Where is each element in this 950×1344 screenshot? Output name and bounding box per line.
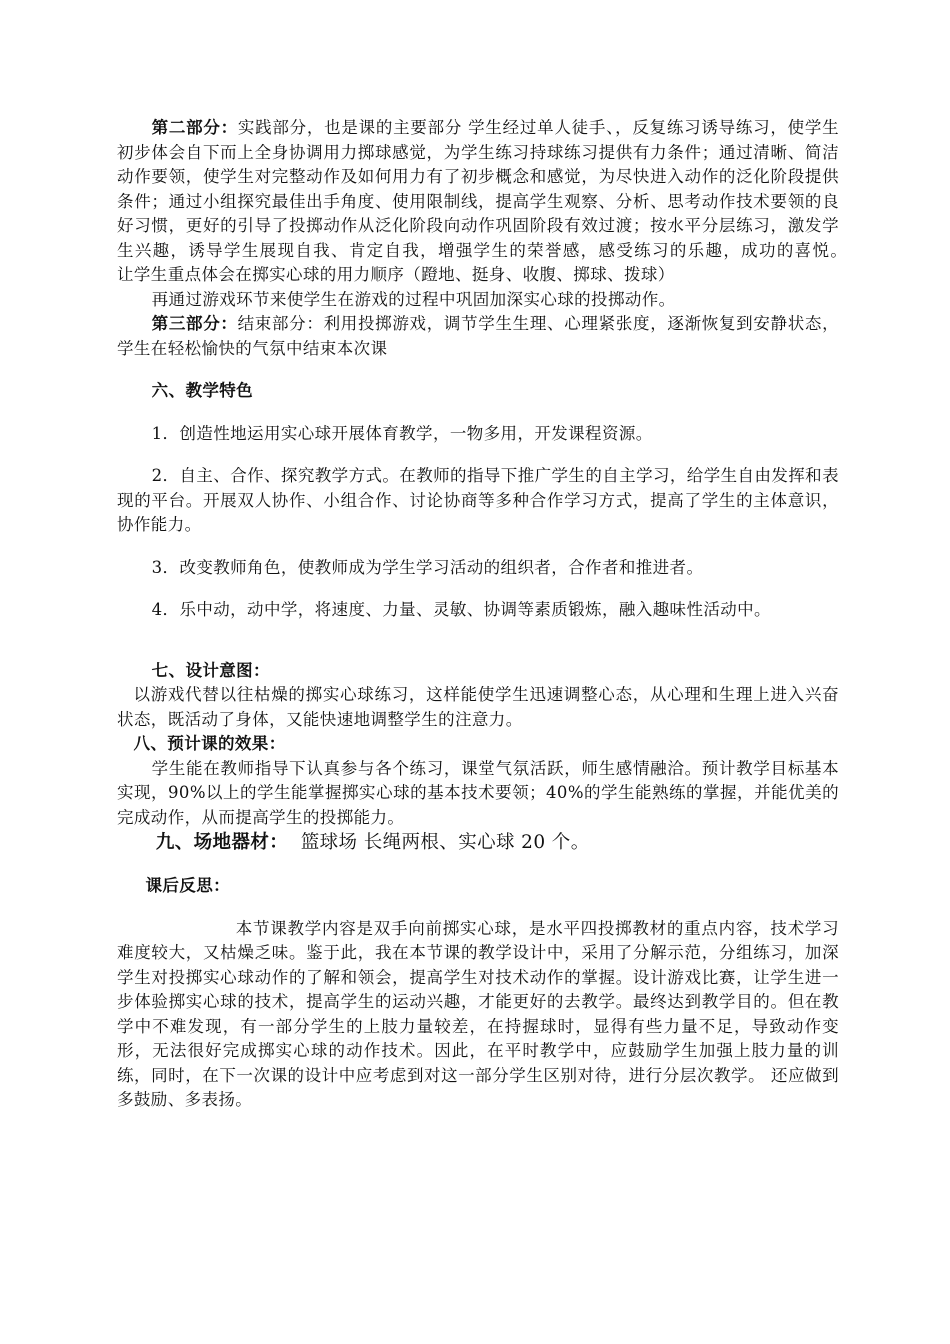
part2-label: 第二部分： <box>151 118 238 137</box>
document-page <box>117 116 862 1113</box>
section9-heading: 九、场地器材： <box>155 832 289 853</box>
part2-text: 实践部分，也是课的主要部分 学生经过单人徒手、，反复练习诱导练习，使学生初步体会自下而上全身协调用力掷球感觉，为学生练习持球练习提供有力条件；通过清晰、简洁动作要领，使学生对完整动作及如何用力有了初步概念和感觉，为尽快进入动作的泛化阶段提供条件；通过小组探究最佳出手角度、使用限制线，提高学生观察、分析、思考动作技术要领的良好习惯，更好的引导了投掷动作从泛化阶段向动作巩固阶段有效过渡；按水平分层练习，激发学生兴趣，诱导学生展现自我、肯定自我，增强学生的荣誉感，感受练习的乐趣，成功的喜悦。 让学生重点体会在掷实心球的用力顺序（蹬地、挺身、收腹、掷球、拨球） <box>117 118 862 284</box>
part3-paragraph <box>117 312 839 361</box>
section6-item-3: 3．改变教师角色，使教师成为学生学习活动的组织者，合作者和推进者。 <box>151 557 704 577</box>
section8-text: 学生能在教师指导下认真参与各个练习，课堂气氛活跃，师生感情融洽。预计教学目标基本实现，90%以上的学生能掌握掷实心球的基本技术要领；40%的学生能熟练的掌握，并能优美的完成动作，从而提高学生的投掷能力。 <box>117 758 839 827</box>
section6-item-2: 2．自主、合作、探究教学方式。在教师的指导下推广学生的自主学习，给学生自由发挥和表现的平台。开展双人协作、小组合作、讨论协商等多种合作学习方式，提高了学生的主体意识，协作能力。 <box>117 466 839 534</box>
section9-text: 篮球场 长绳两根、实心球 20 个。 <box>300 832 590 853</box>
part2-paragraph <box>117 116 862 288</box>
section6-heading: 六、教学特色 <box>151 381 254 400</box>
section7-text: 以游戏代替以往枯燥的掷实心球练习，这样能使学生迅速调整心态，从心理和生理上进入兴奋状态，既活动了身体，又能快速地调整学生的注意力。 <box>117 685 839 729</box>
part3-text: 结束部分：利用投掷游戏，调节学生生理、心理紧张度，逐渐恢复到安静状态，学生在轻松愉快的气氛中结束本次课 <box>117 314 840 358</box>
section6-item-4: 4．乐中动，动中学，将速度、力量、灵敏、协调等素质锻炼，融入趣味性活动中。 <box>151 600 771 619</box>
section8-heading: 八、预计课的效果： <box>133 734 286 753</box>
reflection-text: 本节课教学内容是双手向前掷实心球，是水平四投掷教材的重点内容，技术学习难度较大，又枯燥乏味。鉴于此，我在本节课的教学设计中，采用了分解示范，分组练习，加深学生对投掷实心球动作的了解和领会，提高学生对技术动作的掌握。设计游戏比赛，让学生进一步体验掷实心球的技术，提高学生的运动兴趣，才能更好的去教学。最终达到教学目的。但在教学中不难发现，有一部分学生的上肢力量较差，在持握球时，显得有些力量不足，导致动作变形，无法很好完成掷实心球的动作技术。因此，在平时教学中，应鼓励学生加强上肢力量的训练，同时，在下一次课的设计中应考虑到对这一部分学生区别对待，进行分层次教学。 还应做到多鼓励、多表扬。 <box>117 918 839 1109</box>
section9-paragraph <box>117 830 839 856</box>
reflection-heading: 课后反思： <box>145 876 230 895</box>
section6-item-1: 1．创造性地运用实心球开展体育教学，一物多用，开发课程资源。 <box>151 423 653 443</box>
part3-label: 第三部分： <box>151 314 238 333</box>
section7-heading: 七、设计意图： <box>151 660 270 680</box>
part2-continuation: 再通过游戏环节来使学生在游戏的过程中巩固加深实心球的投掷动作。 <box>151 289 676 309</box>
